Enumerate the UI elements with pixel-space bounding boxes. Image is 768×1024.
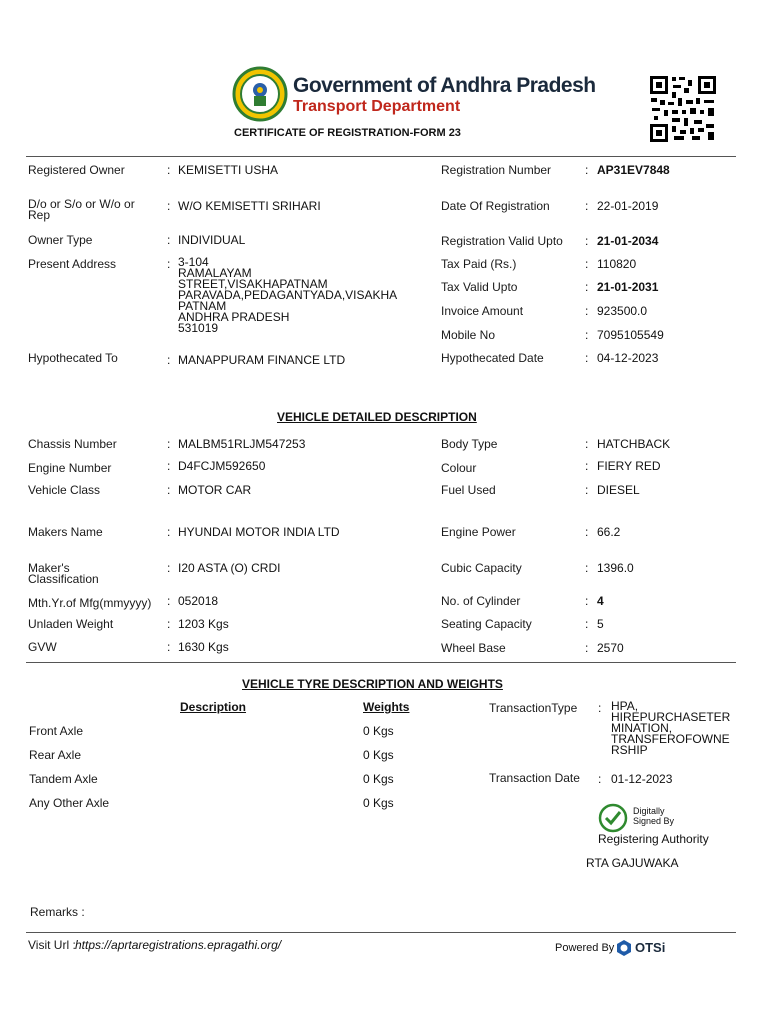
classification-value: I20 ASTA (O) CRDI (178, 561, 281, 575)
mfg-value: 052018 (178, 594, 219, 608)
tyre-section-title: VEHICLE TYRE DESCRIPTION AND WEIGHTS (242, 677, 503, 691)
chassis-label: Chassis Number (28, 437, 117, 451)
cubic-capacity-label: Cubic Capacity (441, 561, 522, 575)
gvw-value: 1630 Kgs (178, 640, 229, 654)
body-type-label: Body Type (441, 437, 498, 451)
hypothecated-value: MANAPPURAM FINANCE LTD (178, 353, 346, 367)
visit-url-label: Visit Url : (28, 938, 76, 952)
mobile-value: 7095105549 (597, 328, 664, 342)
transaction-date-value: 01-12-2023 (611, 772, 673, 786)
mobile-label: Mobile No (441, 328, 496, 342)
vendor-name: OTSi (635, 940, 666, 955)
weights-header: Weights (363, 700, 410, 714)
rta-office: RTA GAJUWAKA (586, 856, 679, 870)
otsi-logo-icon (615, 939, 633, 957)
engine-power-value: 66.2 (597, 525, 621, 539)
check-circle-icon (598, 803, 628, 833)
fuel-value: DIESEL (597, 483, 640, 497)
qr-code-icon (648, 74, 718, 144)
axle-weight: 0 Kgs (363, 796, 394, 810)
mfg-label: Mth.Yr.of Mfg(mmyyyy) (28, 596, 152, 610)
powered-by-label: Powered By (555, 942, 615, 954)
relation-label: D/o or S/o or W/o or Rep (28, 197, 135, 222)
gvw-label: GVW (28, 640, 57, 654)
axle-weight: 0 Kgs (363, 724, 394, 738)
valid-upto-value: 21-01-2034 (597, 234, 659, 248)
digital-signature-note: Digitally Signed By (633, 806, 675, 826)
reg-date-label: Date Of Registration (441, 199, 550, 213)
unladen-label: Unladen Weight (28, 617, 114, 631)
fuel-label: Fuel Used (441, 483, 496, 497)
transaction-date-label: Transaction Date (489, 771, 580, 785)
chassis-value: MALBM51RLJM547253 (178, 437, 306, 451)
registering-authority: Registering Authority (598, 832, 709, 846)
hyp-date-label: Hypothecated Date (441, 351, 544, 365)
tax-paid-label: Tax Paid (Rs.) (441, 257, 517, 271)
axle-label: Rear Axle (29, 748, 82, 762)
registered-owner-label: Registered Owner (28, 163, 125, 177)
transaction-type-label: TransactionType (489, 701, 578, 715)
form-title: CERTIFICATE OF REGISTRATION-FORM 23 (234, 127, 461, 139)
wheel-base-value: 2570 (597, 641, 624, 655)
registered-owner-value: KEMISETTI USHA (178, 163, 279, 177)
hyp-date-value: 04-12-2023 (597, 351, 659, 365)
header-divider (26, 156, 736, 157)
government-title: Government of Andhra Pradesh (293, 74, 596, 97)
transaction-type-value: HPA, HIREPURCHASETER MINATION, TRANSFEROFOWNE RSHIP (611, 699, 731, 757)
owner-type-value: INDIVIDUAL (178, 233, 246, 247)
axle-label: Any Other Axle (29, 796, 110, 810)
cylinder-value: 4 (597, 594, 604, 608)
description-header: Description (180, 700, 247, 714)
wheel-base-label: Wheel Base (441, 641, 506, 655)
classification-label: Maker's Classification (28, 561, 99, 586)
vehicle-class-value: MOTOR CAR (178, 483, 252, 497)
unladen-value: 1203 Kgs (178, 617, 229, 631)
vehicle-section-title: VEHICLE DETAILED DESCRIPTION (277, 410, 477, 424)
axle-weight: 0 Kgs (363, 748, 394, 762)
invoice-value: 923500.0 (597, 304, 648, 318)
seating-label: Seating Capacity (441, 617, 532, 631)
vehicle-divider (26, 662, 736, 663)
axle-label: Front Axle (29, 724, 84, 738)
cubic-capacity-value: 1396.0 (597, 561, 634, 575)
body-type-value: HATCHBACK (597, 437, 671, 451)
reg-date-value: 22-01-2019 (597, 199, 659, 213)
state-emblem-icon (232, 66, 288, 122)
seating-value: 5 (597, 617, 604, 631)
reg-number-label: Registration Number (441, 163, 552, 177)
address-label: Present Address (28, 257, 117, 271)
axle-weight: 0 Kgs (363, 772, 394, 786)
relation-value: W/O KEMISETTI SRIHARI (178, 199, 321, 213)
visit-url-link[interactable]: https://aprtaregistrations.epragathi.org/ (75, 938, 282, 952)
tax-valid-value: 21-01-2031 (597, 280, 659, 294)
colour-value: FIERY RED (597, 459, 661, 473)
remarks-label: Remarks : (30, 905, 85, 919)
engine-value: D4FCJM592650 (178, 459, 266, 473)
department-title: Transport Department (293, 98, 461, 115)
engine-label: Engine Number (28, 461, 112, 475)
valid-upto-label: Registration Valid Upto (441, 234, 563, 248)
footer-divider (26, 932, 736, 933)
tax-valid-label: Tax Valid Upto (441, 280, 518, 294)
hypothecated-label: Hypothecated To (28, 351, 118, 365)
address-value: 3-104 RAMALAYAM STREET,VISAKHAPATNAM PARAVADA,PEDAGANTYADA,VISAKHA PATNAM ANDHRA PRADESH 531019 (178, 255, 398, 335)
colour-label: Colour (441, 461, 477, 475)
maker-value: HYUNDAI MOTOR INDIA LTD (178, 525, 340, 539)
axle-label: Tandem Axle (29, 772, 98, 786)
maker-label: Makers Name (28, 525, 103, 539)
cylinder-label: No. of Cylinder (441, 594, 521, 608)
owner-type-label: Owner Type (28, 233, 93, 247)
vehicle-class-label: Vehicle Class (28, 483, 101, 497)
tax-paid-value: 110820 (597, 257, 637, 271)
invoice-label: Invoice Amount (441, 304, 524, 318)
reg-number-value: AP31EV7848 (597, 163, 670, 177)
engine-power-label: Engine Power (441, 525, 516, 539)
